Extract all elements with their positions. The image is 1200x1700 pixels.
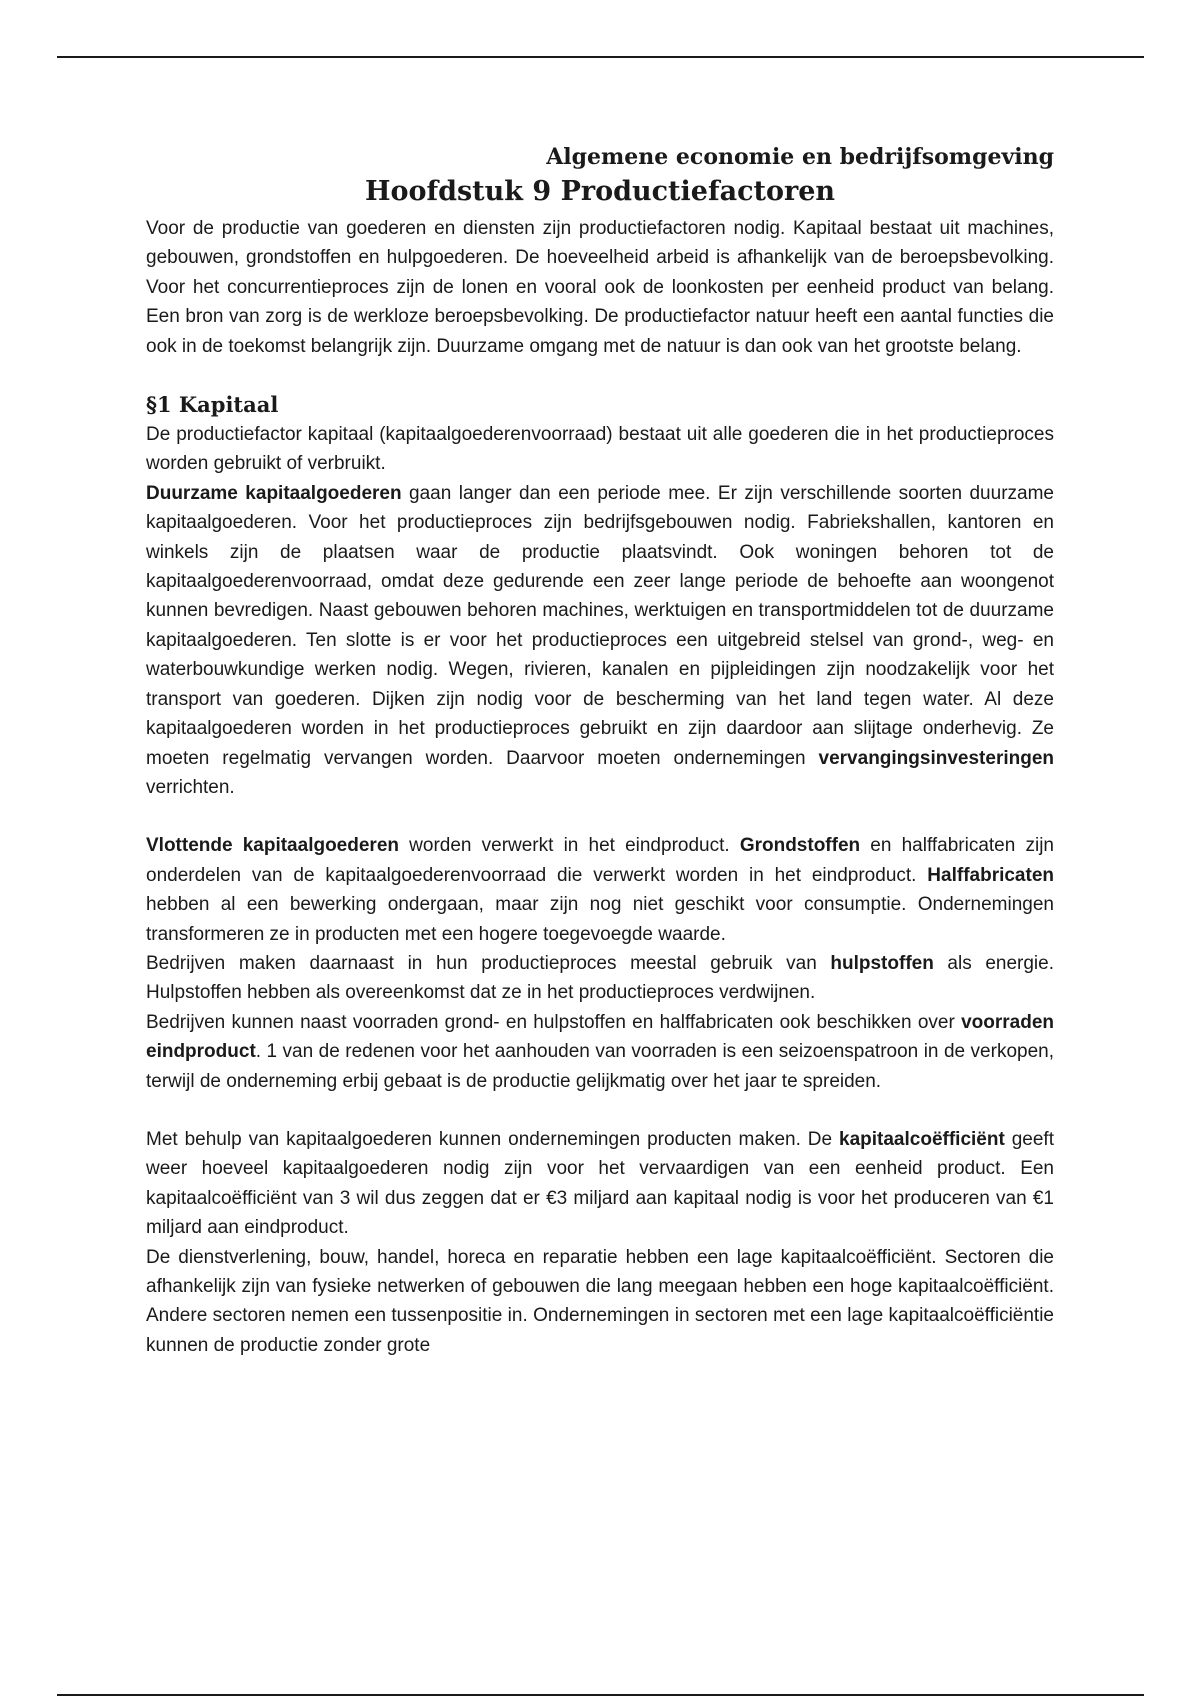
paragraph-text: geeft weer hoeveel kapitaalgoederen nodig zijn voor het vervaardigen van een eenheid product. Een kapitaalcoëfficiënt van 3 wil dus zeggen dat er €3 miljard aan kapitaal nodig is voor het produceren van €1 miljard aan eindproduct. [146,1128,1054,1239]
subject-title: Algemene economie en bedrijfsomgeving [546,144,1054,170]
paragraph-text: Met behulp van kapitaalgoederen kunnen ondernemingen producten maken. De [146,1128,840,1150]
term-hulpstoffen: hulpstoffen [830,952,934,974]
paragraph-text: . 1 van de redenen voor het aanhouden van voorraden is een seizoenspatroon in de verkopen, terwijl de onderneming erbij gebaat is de productie gelijkmatig over het jaar te spreiden. [146,1041,1054,1092]
term-duurzame-kapitaalgoederen: Duurzame kapitaalgoederen [146,482,402,504]
paragraph-text: verrichten. [146,776,235,798]
paragraph-text: hebben al een bewerking ondergaan, maar zijn nog niet geschikt voor consumptie. Ondernemingen transformeren ze in producten met een hogere toegevoegde waarde. [146,894,1054,945]
term-vervangingsinvesteringen: vervangingsinvesteringen [818,747,1054,769]
section-heading-kapitaal: §1 Kapitaal [146,392,279,418]
paragraph-kapitaalcoefficient [146,1125,1054,1243]
paragraph-voorraden [146,1008,1054,1096]
paragraph-hulpstoffen [146,949,1054,1008]
spacer [146,361,1054,390]
paragraph-text: en halffabricaten zijn onderdelen van de kapitaalgoederenvoorraad die verwerkt worden in het eindproduct. [146,835,1054,886]
term-halffabricaten: Halffabricaten [927,864,1054,886]
paragraph-text: Bedrijven kunnen naast voorraden grond- en hulpstoffen en halffabricaten ook beschikken over [146,1011,962,1033]
spacer [146,802,1054,831]
chapter-title: Hoofdstuk 9 Productiefactoren [364,176,836,207]
intro-paragraph: Voor de productie van goederen en diensten zijn productiefactoren nodig. Kapitaal bestaat uit machines, gebouwen, grondstoffen en hulpgoederen. De hoeveelheid arbeid is afhankelijk van de beroepsbevolking. Voor het concurrentieproces zijn de lonen en vooral ook de loonkosten per eenheid product van belang. Een bron van zorg is de werkloze beroepsbevolking. De productiefactor natuur heeft een aantal functies die ook in de toekomst belangrijk zijn. Duurzame omgang met de natuur is dan ook van het grootste belang. [146,218,1054,357]
paragraph-sectoren: De dienstverlening, bouw, handel, horeca en reparatie hebben een lage kapitaalcoëfficiënt. Sectoren die afhankelijk zijn van fysieke netwerken of gebouwen die lang meegaan hebben een hoge kapitaalcoëfficiënt. Andere sectoren nemen een tussenpositie in. Ondernemingen in sectoren met een lage kapitaalcoëfficiëntie kunnen de productie zonder grote [146,1246,1054,1356]
term-vlottende-kapitaalgoederen: Vlottende kapitaalgoederen [146,835,399,857]
paragraph-text: gaan langer dan een periode mee. Er zijn verschillende soorten duurzame kapitaalgoederen. Voor het productieproces zijn bedrijfsgebouwen nodig. Fabriekshallen, kantoren en winkels zijn de plaatsen waar de productie plaatsvindt. Ook woningen behoren tot de kapitaalgoederenvoorraad, omdat deze gedurende een zeer lange periode de behoefte aan woongenot kunnen bevredigen. Naast gebouwen behoren machines, werktuigen en transportmiddelen tot de duurzame kapitaalgoederen. Ten slotte is er voor het productieproces een uitgebreid stelsel van grond-, weg- en waterbouwkundige werken nodig. Wegen, rivieren, kanalen en pijpleidingen zijn noodzakelijk voor het transport van goederen. Dijken zijn nodig voor de bescherming van het land tegen water. Al deze kapitaalgoederen worden in het productieproces gebruikt en zijn daardoor aan slijtage onderhevig. Ze moeten regelmatig vervangen worden. Daarvoor moeten ondernemingen [146,482,1054,769]
spacer [146,1096,1054,1125]
paragraph-definition: De productiefactor kapitaal (kapitaalgoederenvoorraad) bestaat uit alle goederen die in het productieproces worden gebruikt of verbruikt. [146,424,1054,475]
paragraph-text: Bedrijven maken daarnaast in hun productieproces meestal gebruik van [146,952,831,974]
term-kapitaalcoefficient: kapitaalcoëfficiënt [839,1128,1005,1150]
term-grondstoffen: Grondstoffen [739,835,861,857]
header-rule [57,56,1144,58]
paragraph-vlottende-kapitaalgoederen [146,831,1054,949]
term-voorraden-eindproduct: voorraden eindproduct [146,1011,1054,1063]
paragraph-text: als energie. Hulpstoffen hebben als overeenkomst dat ze in het productieproces verdwijnen. [146,952,1054,1004]
paragraph-duurzame-kapitaalgoederen [146,479,1054,802]
footer-rule [57,1694,1144,1696]
paragraph-text: worden verwerkt in het eindproduct. [399,835,740,857]
document-body [146,140,1054,1360]
